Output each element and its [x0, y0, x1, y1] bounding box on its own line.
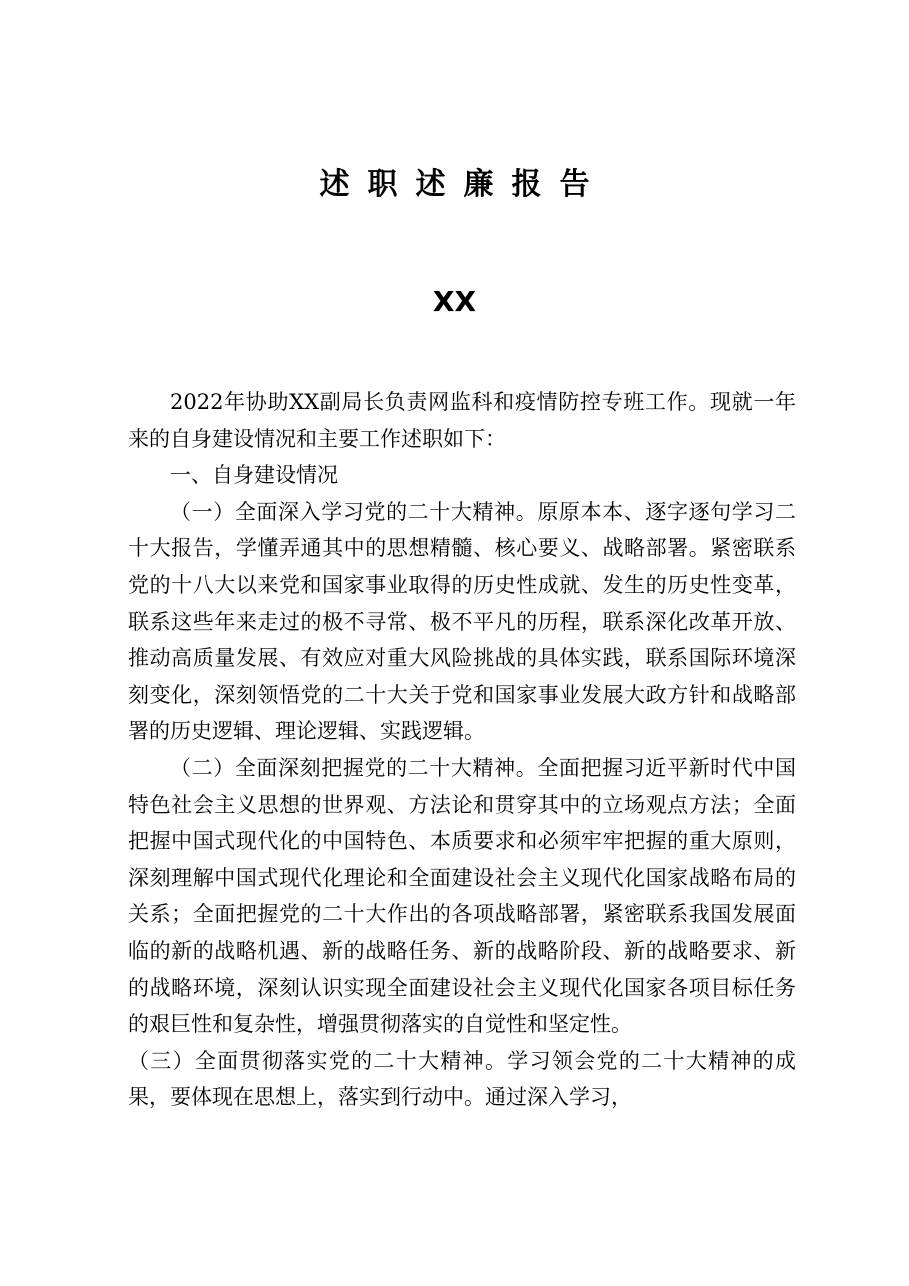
paragraph-point-3: （三）全面贯彻落实党的二十大精神。学习领会党的二十大精神的成果，要体现在思想上，落实到行动中。通过深入学习，	[128, 1048, 796, 1110]
document-body	[128, 384, 796, 1116]
intro-paragraph: 2022年协助XX副局长负责网监科和疫情防控专班工作。现就一年来的自身建设情况和主要工作述职如下：	[128, 390, 796, 451]
paragraph-point-2: （二）全面深刻把握党的二十大精神。全面把握习近平新时代中国特色社会主义思想的世界观、方法论和贯穿其中的立场观点方法；全面把握中国式现代化的中国特色、本质要求和必须牢牢把握的重大原则，深刻理解中国式现代化理论和全面建设社会主义现代化国家战略布局的关系；全面把握党的二十大作出的各项战略部署，紧密联系我国发展面临的新的战略机遇、新的战略任务、新的战略阶段、新的战略要求、新的战略环境，深刻认识实现全面建设社会主义现代化国家各项目标任务的艰巨性和复杂性，增强贯彻落实的自觉性和坚定性。	[128, 755, 796, 1037]
section-heading: 一、自身建设情况	[170, 463, 338, 488]
document-title: 述职述廉报告	[319, 167, 608, 202]
document-author: XX	[432, 285, 477, 318]
paragraph-point-1: （一）全面深入学习党的二十大精神。原原本本、逐字逐句学习二十大报告，学懂弄通其中的思想精髓、核心要义、战略部署。紧密联系党的十八大以来党和国家事业取得的历史性成就、发生的历史性变革，联系这些年来走过的极不寻常、极不平凡的历程，联系深化改革开放、推动高质量发展、有效应对重大风险挑战的具体实践，联系国际环境深刻变化，深刻领悟党的二十大关于党和国家事业发展大政方针和战略部署的历史逻辑、理论逻辑、实践逻辑。	[128, 499, 796, 744]
